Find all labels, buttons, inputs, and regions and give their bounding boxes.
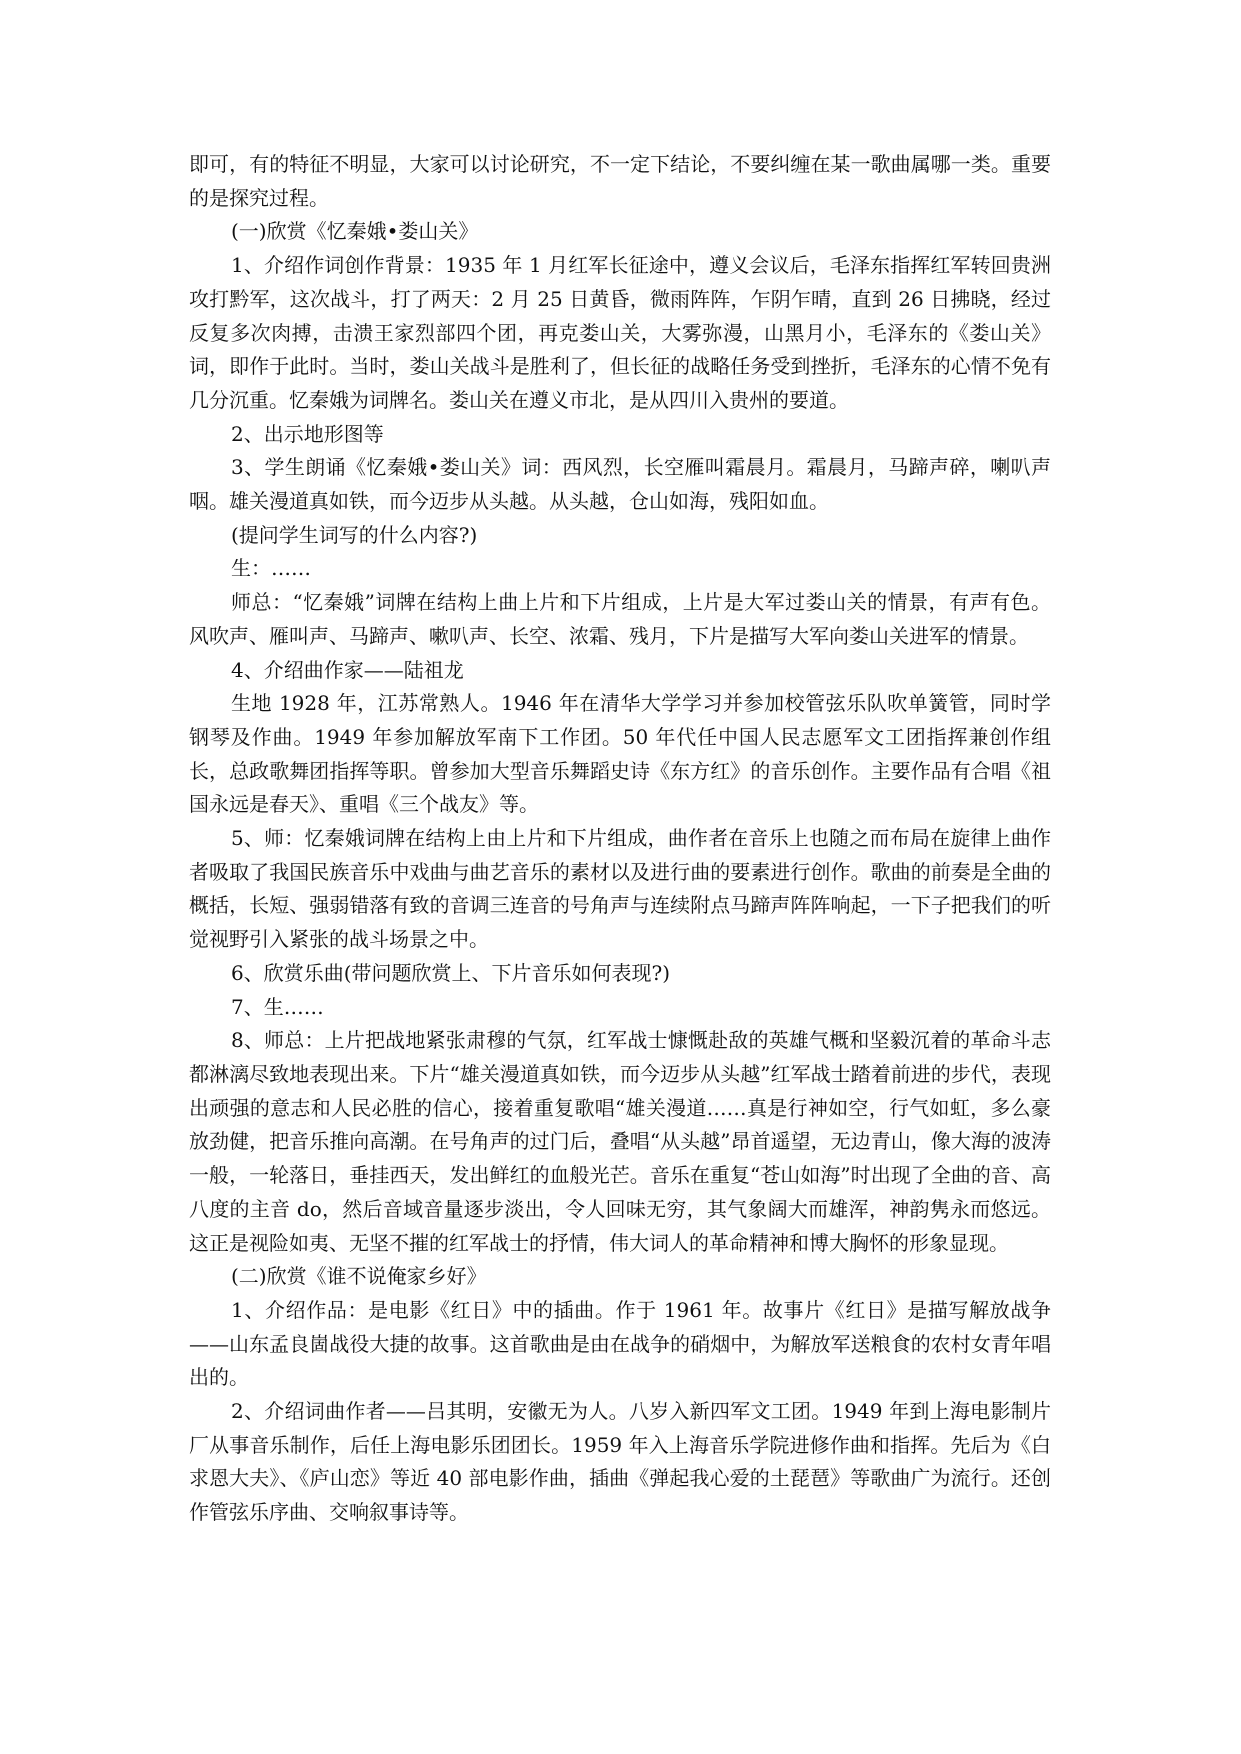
paragraph-7: 师总：“忆秦娥”词牌在结构上曲上片和下片组成，上片是大军过娄山关的情景，有声有色。风吹声、雁叫声、马蹄声、嗽叭声、长空、浓霜、残月，下片是描写大军向娄山关进军的情景。: [189, 590, 1051, 648]
document-body: [189, 148, 1051, 1530]
section-heading-1: (一)欣赏《忆秦娥•娄山关》: [231, 219, 479, 244]
paragraph-10: 5、师：忆秦娥词牌在结构上由上片和下片组成，曲作者在音乐上也随之而布局在旋律上曲作者吸取了我国民族音乐中戏曲与曲艺音乐的素材以及进行曲的要素进行创作。歌曲的前奏是全曲的概括，长短、强弱错落有致的音调三连音的号角声与连续附点马蹄声阵阵响起，一下子把我们的听觉视野引入紧张的战斗场景之中。: [189, 826, 1051, 952]
paragraph-6: 生：……: [231, 556, 311, 581]
paragraph-11: 6、欣赏乐曲(带问题欣赏上、下片音乐如何表现?): [231, 960, 671, 985]
paragraph-9: 生地 1928 年，江苏常熟人。1946 年在清华大学学习并参加校管弦乐队吹单簧管，同时学钢琴及作曲。1949 年参加解放军南下工作团。50 年代任中国人民志愿军文工团指挥兼创作组长，总政歌舞团指挥等职。曾参加大型音乐舞蹈史诗《东方红》的音乐创作。主要作品有合唱《祖国永远是春天》、重唱《三个战友》等。: [189, 691, 1051, 817]
paragraph-4: 3、学生朗诵《忆秦娥•娄山关》词：西风烈，长空雁叫霜晨月。霜晨月，马蹄声碎，喇叭声咽。雄关漫道真如铁，而今迈步从头越。从头越，仓山如海，残阳如血。: [189, 455, 1051, 514]
paragraph-0: 即可，有的特征不明显，大家可以讨论研究，不一定下结论，不要纠缠在某一歌曲属哪一类。重要的是探究过程。: [189, 152, 1051, 210]
paragraph-2: 1、介绍作词创作背景：1935 年 1 月红军长征途中，遵义会议后，毛泽东指挥红军转回贵洲攻打黔军，这次战斗，打了两天：2 月 25 日黄昏，微雨阵阵，乍阴乍晴，直到 26 日拂晓，经过反复多次肉搏，击溃王家烈部四个团，再克娄山关，大雾弥漫，山黑月小，毛泽东的《娄山关》词，即作于此时。当时，娄山关战斗是胜利了，但长征的战略任务受到挫折，毛泽东的心情不免有几分沉重。忆秦娥为词牌名。娄山关在遵义市北，是从四川入贵州的要道。: [189, 253, 1051, 412]
paragraph-5: (提问学生词写的什么内容?): [231, 522, 478, 547]
paragraph-3: 2、出示地形图等: [231, 421, 384, 446]
paragraph-8: 4、介绍曲作家——陆祖龙: [231, 657, 464, 682]
section-heading-2: (二)欣赏《谁不说俺家乡好》: [231, 1264, 487, 1289]
paragraph-16: 2、介绍词曲作者——吕其明，安徽无为人。八岁入新四军文工团。1949 年到上海电影制片厂从事音乐制作，后任上海电影乐团团长。1959 年入上海音乐学院进修作曲和指挥。先后为《白求恩大夫》、《庐山恋》等近 40 部电影作曲，插曲《弹起我心爱的土琵琶》等歌曲广为流行。还创作管弦乐序曲、交响叙事诗等。: [189, 1399, 1051, 1525]
paragraph-13: 8、师总：上片把战地紧张肃穆的气氛，红军战士慷慨赴敌的英雄气概和坚毅沉着的革命斗志都淋漓尽致地表现出来。下片“雄关漫道真如铁，而今迈步从头越”红军战士踏着前进的步代，表现出顽强的意志和人民必胜的信心，接着重复歌唱“雄关漫道……真是行神如空，行气如虹，多么豪放劲健，把音乐推向高潮。在号角声的过门后，叠唱“从头越”昂首遥望，无边青山，像大海的波涛一般，一轮落日，垂挂西天，发出鲜红的血般光芒。音乐在重复“苍山如海”时出现了全曲的音、高八度的主音 do，然后音域音量逐步淡出，令人回味无穷，其气象阔大而雄浑，神韵隽永而悠远。这正是视险如夷、无坚不摧的红军战士的抒情，伟大词人的革命精神和博大胸怀的形象显现。: [189, 1028, 1051, 1255]
paragraph-15: 1、介绍作品：是电影《红日》中的插曲。作于 1961 年。故事片《红日》是描写解放战争——山东孟良崮战役大捷的故事。这首歌曲是由在战争的硝烟中，为解放军送粮食的农村女青年唱出的。: [189, 1297, 1051, 1390]
paragraph-12: 7、生……: [231, 994, 324, 1019]
